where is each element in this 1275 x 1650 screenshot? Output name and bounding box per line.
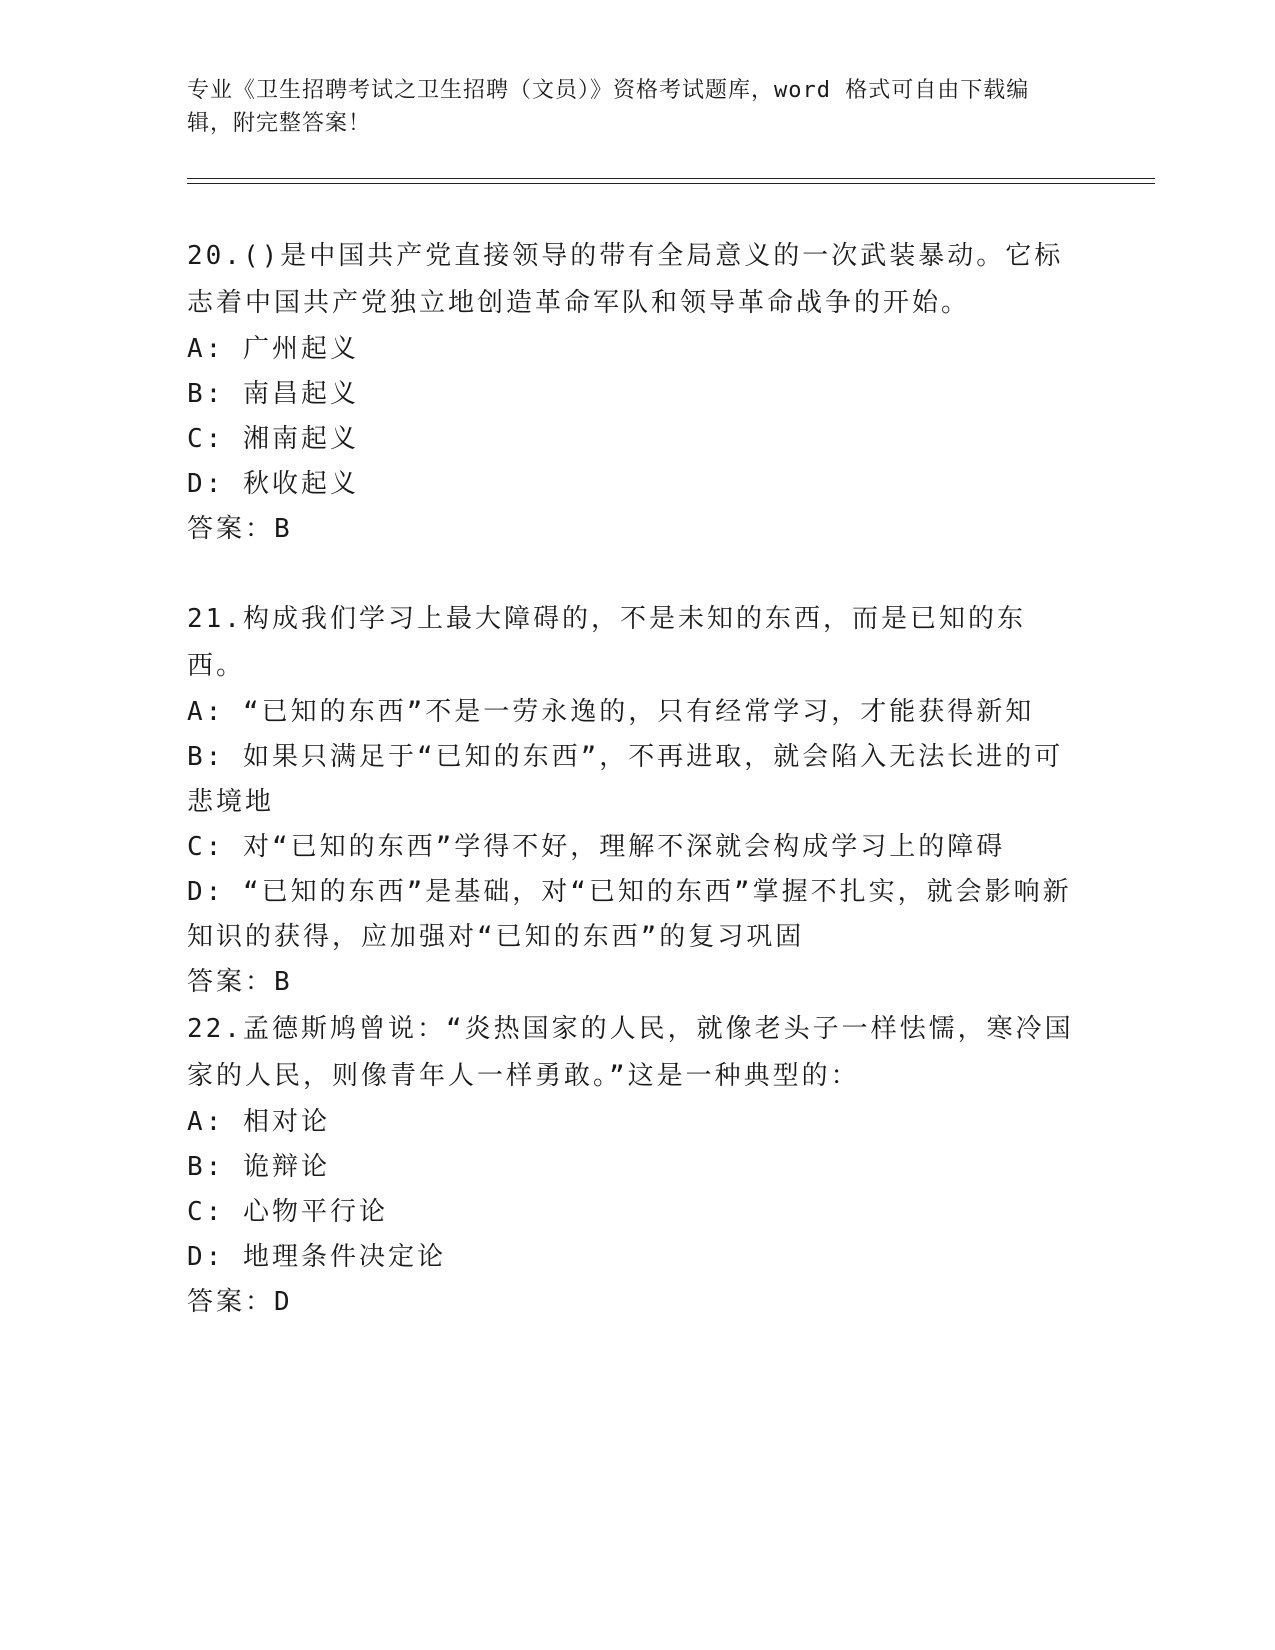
option-text: 对“已知的东西”学得不好，理解不深就会构成学习上的障碍 xyxy=(242,832,1006,862)
option-text: 如果只满足于“已知的东西”，不再进取，就会陷入无法长进的可悲境地 xyxy=(187,742,1064,817)
question-20 xyxy=(187,233,1077,552)
option-text: “已知的东西”是基础，对“已知的东西”掌握不扎实，就会影响新知识的获得，应加强对“已知的东西”的复习巩固 xyxy=(187,877,1072,952)
option-label: C: xyxy=(187,832,225,862)
question-stem: 22.孟德斯鸠曾说：“炎热国家的人民，就像老头子一样怯懦，寒冷国家的人民，则像青年人一样勇敢。”这是一种典型的： xyxy=(187,1014,1074,1091)
question-22 xyxy=(187,1006,1077,1325)
option-label: C: xyxy=(187,1197,225,1227)
option-text: 相对论 xyxy=(242,1107,330,1137)
option-text: 南昌起义 xyxy=(242,379,359,409)
question-21 xyxy=(187,596,1077,1005)
option-text: 湘南起义 xyxy=(242,424,359,454)
option-text: 心物平行论 xyxy=(242,1197,388,1227)
header-divider-bottom xyxy=(187,183,1155,184)
option-b xyxy=(187,372,1077,417)
option-label: D: xyxy=(187,1242,225,1272)
option-d xyxy=(187,870,1077,960)
question-stem: 21.构成我们学习上最大障碍的，不是未知的东西，而是已知的东西。 xyxy=(187,604,1026,681)
option-c xyxy=(187,417,1077,462)
answer: 答案：D xyxy=(187,1287,293,1317)
answer: 答案：B xyxy=(187,514,293,544)
option-b xyxy=(187,735,1077,825)
option-text: 广州起义 xyxy=(242,334,359,364)
answer: 答案：B xyxy=(187,967,293,997)
document-header: 专业《卫生招聘考试之卫生招聘（文员）》资格考试题库，word 格式可自由下载编辑，附完整答案！ xyxy=(187,78,1030,136)
option-a xyxy=(187,327,1077,372)
option-label: B: xyxy=(187,1152,225,1182)
option-d xyxy=(187,1235,1077,1280)
option-text: 秋收起义 xyxy=(242,469,359,499)
option-label: D: xyxy=(187,469,225,499)
option-label: A: xyxy=(187,334,225,364)
option-text: 诡辩论 xyxy=(242,1152,330,1182)
option-text: “已知的东西”不是一劳永逸的，只有经常学习，才能获得新知 xyxy=(242,697,1035,727)
option-label: C: xyxy=(187,424,225,454)
option-label: B: xyxy=(187,379,225,409)
option-label: B: xyxy=(187,742,225,772)
option-b xyxy=(187,1145,1077,1190)
option-text: 地理条件决定论 xyxy=(242,1242,446,1272)
option-d xyxy=(187,462,1077,507)
option-a xyxy=(187,1100,1077,1145)
option-label: A: xyxy=(187,697,225,727)
option-c xyxy=(187,825,1077,870)
option-label: A: xyxy=(187,1107,225,1137)
option-a xyxy=(187,690,1077,735)
option-c xyxy=(187,1190,1077,1235)
header-divider-top xyxy=(187,178,1155,179)
question-stem: 20.()是中国共产党直接领导的带有全局意义的一次武装暴动。它标志着中国共产党独立地创造革命军队和领导革命战争的开始。 xyxy=(187,241,1064,318)
option-label: D: xyxy=(187,877,225,907)
